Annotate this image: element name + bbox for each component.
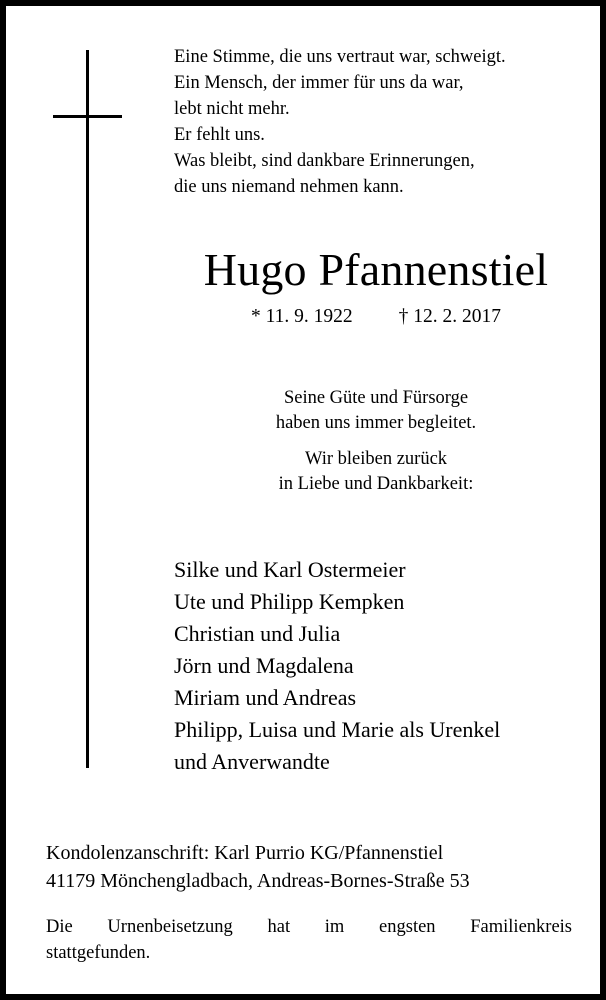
poem-line: Er fehlt uns. — [174, 125, 265, 145]
tribute-line: Seine Güte und Fürsorge — [283, 388, 469, 408]
condolence-address-line: 41179 Mönchengladbach, Andreas-Bornes-Straße 53 — [46, 870, 470, 892]
burial-note — [46, 914, 572, 966]
condolence-address-line: Kondolenzanschrift: Karl Purrio KG/Pfannenstiel — [46, 842, 444, 864]
tribute-line: Wir bleiben zurück — [304, 449, 448, 469]
tribute-line: haben uns immer begleitet. — [275, 413, 477, 433]
burial-note-line: Die Urnenbeisetzung hat im engsten Familienkreis — [46, 917, 572, 937]
birth-date: * 11. 9. 1922 — [250, 306, 353, 327]
memorial-poem — [174, 44, 594, 200]
poem-line: lebt nicht mehr. — [174, 99, 290, 119]
tribute-text — [166, 386, 586, 497]
mourner-entry: Philipp, Luisa und Marie als Urenkel — [174, 717, 501, 742]
condolence-address — [46, 839, 586, 895]
poem-line: Ein Mensch, der immer für uns da war, — [174, 73, 464, 93]
poem-line: Was bleibt, sind dankbare Erinnerungen, — [174, 151, 475, 171]
mourner-entry: Jörn und Magdalena — [174, 653, 354, 678]
mourner-entry: Silke und Karl Ostermeier — [174, 557, 406, 582]
poem-line: die uns niemand nehmen kann. — [174, 177, 404, 197]
life-dates — [166, 303, 586, 331]
poem-line: Eine Stimme, die uns vertraut war, schweigt. — [174, 47, 506, 67]
mourner-entry: und Anverwandte — [174, 749, 330, 774]
deceased-name: Hugo Pfannenstiel — [203, 244, 549, 295]
burial-note-line: stattgefunden. — [46, 943, 151, 963]
tribute-spacer — [166, 436, 586, 447]
cross-horizontal-bar — [53, 115, 122, 118]
mourner-entry: Miriam und Andreas — [174, 685, 357, 710]
death-date: † 12. 2. 2017 — [398, 306, 502, 327]
mourner-entry: Ute und Philipp Kempken — [174, 589, 405, 614]
cross-vertical-bar — [86, 50, 89, 768]
tribute-line: in Liebe und Dankbarkeit: — [278, 474, 474, 494]
mourners-list — [174, 554, 594, 778]
mourner-entry: Christian und Julia — [174, 621, 341, 646]
